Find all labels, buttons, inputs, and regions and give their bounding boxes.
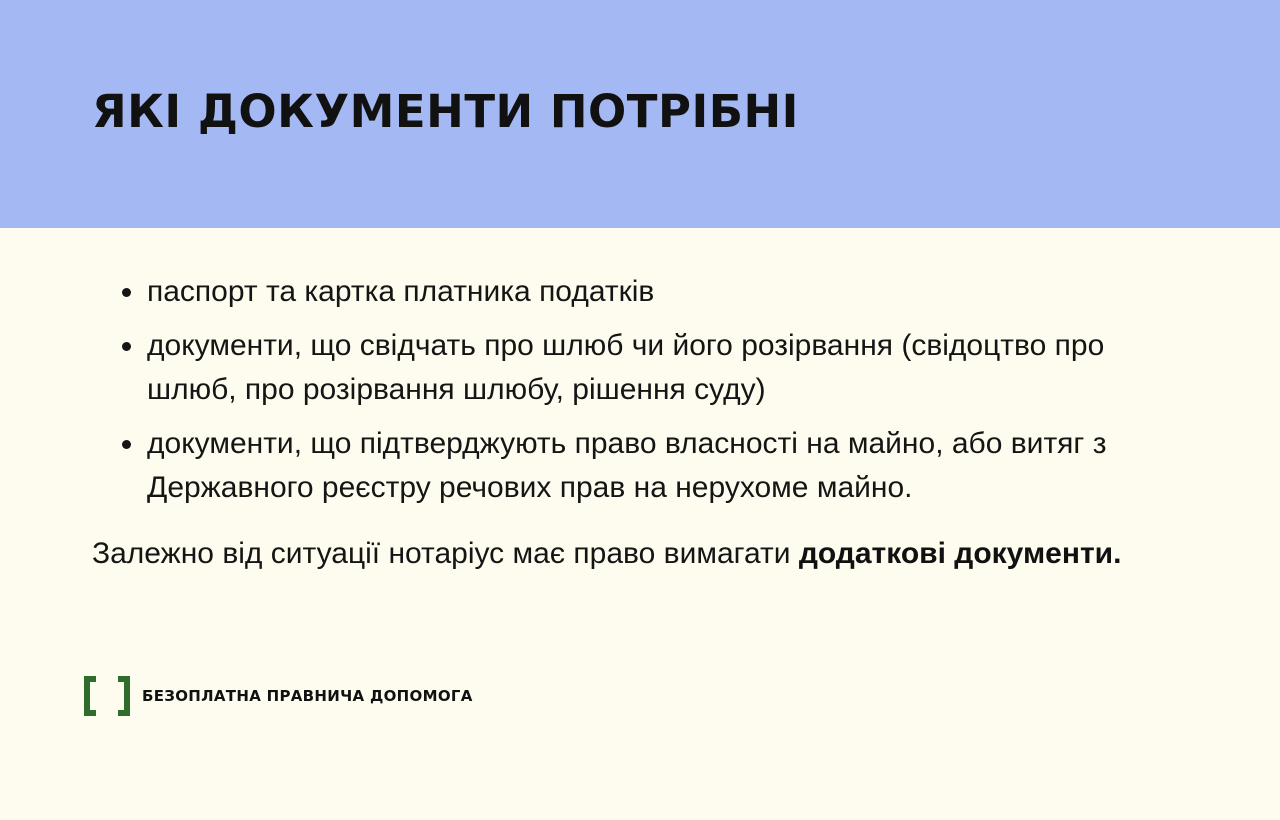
left-bracket-icon [84,676,96,716]
list-item-text: документи, що підтверджують право власності на майно, або витяг з Державного реєстру речових прав на нерухоме майно. [147,427,1107,504]
header-band [0,0,1280,228]
bullet-icon [122,440,131,449]
brand-footer [84,676,473,716]
documents-list [120,270,1200,520]
list-item [120,270,1200,314]
note-paragraph [92,532,1132,576]
list-item [120,324,1200,412]
note-emphasis: додаткові документи. [798,537,1122,570]
brand-name: БЕЗОПЛАТНА ПРАВНИЧА ДОПОМОГА [142,687,473,705]
note-text: Залежно від ситуації нотаріус має право вимагати [92,537,799,570]
list-item-text: паспорт та картка платника податків [147,275,655,308]
list-item [120,422,1200,510]
right-bracket-icon [118,676,130,716]
bullet-icon [122,288,131,297]
bullet-icon [122,342,131,351]
page-title: ЯКІ ДОКУМЕНТИ ПОТРІБНІ [92,85,799,138]
list-item-text: документи, що свідчать про шлюб чи його розірвання (свідоцтво про шлюб, про розірвання шлюбу, рішення суду) [147,329,1105,406]
brackets-logo-icon [84,676,130,716]
